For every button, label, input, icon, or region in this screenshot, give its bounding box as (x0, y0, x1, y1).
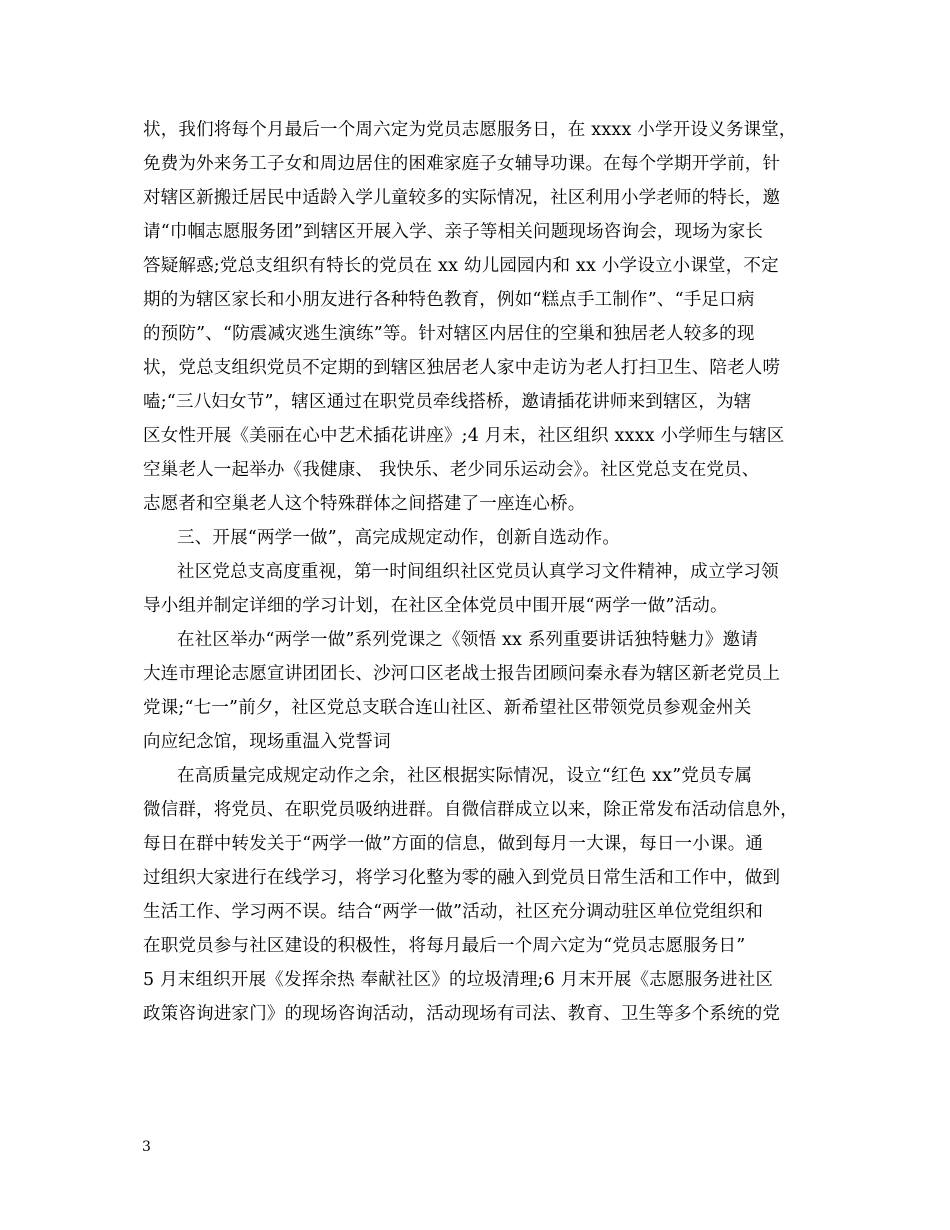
text-line: 志愿者和空巢老人这个特殊群体之间搭建了一座连心桥。 (143, 494, 586, 514)
text-line: 空巢老人一起举办《我健康、 我快乐、老少同乐运动会》。社区党总支在党员、 (143, 460, 760, 480)
text-line: 对辖区新搬迁居民中适龄入学儿童较多的实际情况，社区利用小学老师的特长，邀 (143, 188, 781, 208)
text-line: 在职党员参与社区建设的积极性，将每月最后一个周六定为“党员志愿服务日” (143, 936, 746, 956)
text-line: 微信群，将党员、在职党员吸纳进群。自微信群成立以来，除正常发布活动信息外， (143, 800, 798, 820)
text-line: 三、开展“两学一做”，高完成规定动作，创新自选动作。 (177, 528, 621, 548)
text-line: 嗑;“三八妇女节”，辖区通过在职党员牵线搭桥，邀请插花讲师来到辖区，为辖 (143, 392, 752, 412)
text-line: 生活工作、学习两不误。结合“两学一做”活动，社区充分调动驻区单位党组织和 (143, 902, 764, 922)
text-line: 导小组并制定详细的学习计划，在社区全体党员中围开展“两学一做”活动。 (143, 596, 728, 616)
page-number: 3 (142, 1139, 151, 1155)
text-line: 5 月末组织开展《发挥余热 奉献社区》的垃圾清理;6 月末开展《志愿服务进社区 (143, 970, 774, 990)
text-line: 每日在群中转发关于“两学一做”方面的信息，做到每月一大课，每日一小课。通 (143, 834, 764, 854)
text-line: 党课;“七一”前夕，社区党总支联合连山社区、新希望社区带领党员参观金州关 (143, 698, 752, 718)
text-line: 在社区举办“两学一做”系列党课之《领悟 xx 系列重要讲话独特魅力》邀请 (177, 630, 758, 650)
text-line: 答疑解惑;党总支组织有特长的党员在 xx 幼儿园园内和 xx 小学设立小课堂，不定 (143, 256, 779, 276)
text-line: 状，我们将每个月最后一个周六定为党员志愿服务日，在 xxxx 小学开设义务课堂， (143, 120, 797, 140)
document-body (143, 113, 833, 1031)
text-line: 社区党总支高度重视，第一时间组织社区党员认真学习文件精神，成立学习领 (177, 562, 779, 582)
text-line: 区女性开展《美丽在心中艺术插花讲座》;4 月末，社区组织 xxxx 小学师生与辖区 (143, 426, 785, 446)
text-line: 在高质量完成规定动作之余，社区根据实际情况，设立“红色 xx”党员专属 (177, 766, 753, 786)
text-line: 请“巾帼志愿服务团”到辖区开展入学、亲子等相关问题现场咨询会，现场为家长 (143, 222, 764, 242)
text-line: 的预防”、“防震减灾逃生演练”等。针对辖区内居住的空巢和独居老人较多的现 (143, 324, 755, 344)
text-line: 免费为外来务工子女和周边居住的困难家庭子女辅导功课。在每个学期开学前，针 (143, 154, 781, 174)
text-line: 期的为辖区家长和小朋友进行各种特色教育，例如“糕点手工制作”、“手足口病 (143, 290, 755, 310)
text-line: 过组织大家进行在线学习，将学习化整为零的融入到党员日常生活和工作中，做到 (143, 868, 781, 888)
text-line: 向应纪念馆，现场重温入党誓词 (143, 732, 391, 752)
text-line: 大连市理论志愿宣讲团团长、沙河口区老战士报告团顾问秦永春为辖区新老党员上 (143, 664, 781, 684)
text-line: 状，党总支组织党员不定期的到辖区独居老人家中走访为老人打扫卫生、陪老人唠 (143, 358, 781, 378)
text-line: 政策咨询进家门》的现场咨询活动，活动现场有司法、教育、卫生等多个系统的党 (143, 1004, 781, 1024)
